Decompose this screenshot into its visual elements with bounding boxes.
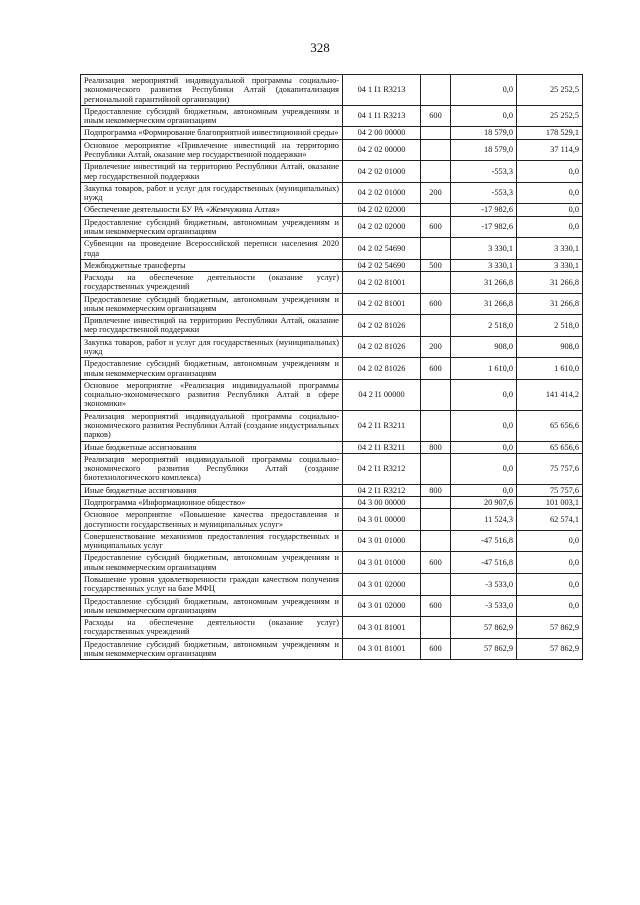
row-name-cell: Предоставление субсидий бюджетным, автономным учреждениям и иным некоммерческим организациям [81,552,343,574]
target-code-cell: 04 2 02 81001 [343,272,421,294]
amount-2020-cell: -553,3 [451,161,517,183]
table-row [81,358,583,380]
amount-2020-cell: -47 516,8 [451,552,517,574]
expense-type-cell [421,204,451,216]
amount-2021-cell: 75 757,6 [517,484,583,496]
expense-type-cell [421,238,451,260]
table-row [81,204,583,216]
amount-2021-cell: 65 656,6 [517,410,583,441]
table-row [81,379,583,410]
amount-2020-cell: 31 266,8 [451,293,517,315]
expense-type-cell: 800 [421,484,451,496]
amount-2020-cell: 3 330,1 [451,259,517,271]
expense-type-cell [421,573,451,595]
target-code-cell: 04 2 I1 R3211 [343,410,421,441]
target-code-cell: 04 1 I1 R3213 [343,75,421,106]
expense-type-cell [421,496,451,508]
amount-2021-cell: 57 862,9 [517,638,583,660]
target-code-cell: 04 2 I1 R3212 [343,453,421,484]
budget-table-body [81,75,583,660]
table-row [81,161,583,183]
table-row [81,105,583,127]
amount-2020-cell: 0,0 [451,75,517,106]
amount-2020-cell: -17 982,6 [451,216,517,238]
amount-2020-cell: 1 610,0 [451,358,517,380]
amount-2020-cell: 0,0 [451,379,517,410]
table-row [81,410,583,441]
expense-type-cell [421,410,451,441]
amount-2021-cell: 178 529,1 [517,127,583,139]
amount-2021-cell: 31 266,8 [517,293,583,315]
row-name-cell: Основное мероприятие «Привлечение инвестиций на территорию Республики Алтай, оказание мер государственной поддержки» [81,139,343,161]
expense-type-cell: 600 [421,595,451,617]
amount-2020-cell: 31 266,8 [451,272,517,294]
expense-type-cell: 600 [421,293,451,315]
row-name-cell: Подпрограмма «Формирование благоприятной инвестиционной среды» [81,127,343,139]
table-row [81,617,583,639]
expense-type-cell [421,509,451,531]
amount-2020-cell: 0,0 [451,453,517,484]
amount-2020-cell: 0,0 [451,484,517,496]
row-name-cell: Основное мероприятие «Повышение качества предоставления и доступности государственных и муниципальных услуг» [81,509,343,531]
target-code-cell: 04 2 02 54690 [343,259,421,271]
row-name-cell: Основное мероприятие «Реализация индивидуальной программы социально-экономического развития Республики Алтай в сфере экономики» [81,379,343,410]
table-row [81,272,583,294]
row-name-cell: Расходы на обеспечение деятельности (оказание услуг) государственных учреждений [81,272,343,294]
target-code-cell: 04 2 02 81026 [343,336,421,358]
amount-2021-cell: 65 656,6 [517,441,583,453]
table-row [81,259,583,271]
target-code-cell: 04 3 01 02000 [343,573,421,595]
table-row [81,238,583,260]
expense-type-cell: 200 [421,336,451,358]
amount-2020-cell: -3 533,0 [451,573,517,595]
amount-2021-cell: 57 862,9 [517,617,583,639]
row-name-cell: Иные бюджетные ассигнования [81,441,343,453]
table-row [81,552,583,574]
amount-2020-cell: 20 907,6 [451,496,517,508]
target-code-cell: 04 2 I1 00000 [343,379,421,410]
table-row [81,573,583,595]
table-row [81,315,583,337]
table-row [81,484,583,496]
amount-2020-cell: 57 862,9 [451,617,517,639]
target-code-cell: 04 2 02 81001 [343,293,421,315]
row-name-cell: Закупка товаров, работ и услуг для государственных (муниципальных) нужд [81,336,343,358]
amount-2020-cell: 18 579,0 [451,127,517,139]
target-code-cell: 04 3 01 00000 [343,509,421,531]
target-code-cell: 04 2 I1 R3212 [343,484,421,496]
row-name-cell: Повышение уровня удовлетворенности граждан качеством получения государственных услуг на базе МФЦ [81,573,343,595]
amount-2021-cell: 3 330,1 [517,238,583,260]
expense-type-cell: 600 [421,552,451,574]
amount-2021-cell: 141 414,2 [517,379,583,410]
target-code-cell: 04 2 02 81026 [343,315,421,337]
amount-2021-cell: 908,0 [517,336,583,358]
row-name-cell: Предоставление субсидий бюджетным, автономным учреждениям и иным некоммерческим организациям [81,216,343,238]
table-row [81,530,583,552]
expense-type-cell [421,161,451,183]
table-row [81,509,583,531]
target-code-cell: 04 3 00 00000 [343,496,421,508]
amount-2020-cell: 0,0 [451,410,517,441]
amount-2021-cell: 0,0 [517,216,583,238]
expense-type-cell: 200 [421,182,451,204]
row-name-cell: Совершенствование механизмов предоставления государственных и муниципальных услуг [81,530,343,552]
amount-2021-cell: 0,0 [517,595,583,617]
target-code-cell: 04 1 I1 R3213 [343,105,421,127]
amount-2021-cell: 0,0 [517,530,583,552]
amount-2020-cell: 0,0 [451,105,517,127]
amount-2020-cell: 18 579,0 [451,139,517,161]
target-code-cell: 04 2 02 01000 [343,161,421,183]
amount-2021-cell: 101 003,1 [517,496,583,508]
amount-2021-cell: 1 610,0 [517,358,583,380]
expense-type-cell [421,139,451,161]
target-code-cell: 04 2 02 02000 [343,204,421,216]
expense-type-cell: 600 [421,216,451,238]
target-code-cell: 04 2 I1 R3211 [343,441,421,453]
row-name-cell: Межбюджетные трансферты [81,259,343,271]
table-row [81,127,583,139]
amount-2021-cell: 25 252,5 [517,105,583,127]
target-code-cell: 04 2 02 00000 [343,139,421,161]
amount-2021-cell: 0,0 [517,204,583,216]
table-row [81,441,583,453]
expense-type-cell [421,453,451,484]
row-name-cell: Закупка товаров, работ и услуг для государственных (муниципальных) нужд [81,182,343,204]
table-row [81,139,583,161]
expense-type-cell: 600 [421,358,451,380]
target-code-cell: 04 2 02 01000 [343,182,421,204]
row-name-cell: Предоставление субсидий бюджетным, автономным учреждениям и иным некоммерческим организациям [81,105,343,127]
row-name-cell: Подпрограмма «Информационное общество» [81,496,343,508]
table-row [81,216,583,238]
row-name-cell: Предоставление субсидий бюджетным, автономным учреждениям и иным некоммерческим организациям [81,638,343,660]
amount-2021-cell: 37 114,9 [517,139,583,161]
amount-2021-cell: 0,0 [517,182,583,204]
amount-2020-cell: -17 982,6 [451,204,517,216]
amount-2020-cell: 57 862,9 [451,638,517,660]
expense-type-cell [421,379,451,410]
table-row [81,75,583,106]
row-name-cell: Реализация мероприятий индивидуальной программы социально-экономического развития Республики Алтай (докапитализация региональной гарантийной организации) [81,75,343,106]
row-name-cell: Предоставление субсидий бюджетным, автономным учреждениям и иным некоммерческим организациям [81,595,343,617]
row-name-cell: Реализация мероприятий индивидуальной программы социально-экономического развития Республики Алтай (создание биотехнологического комплекса) [81,453,343,484]
target-code-cell: 04 3 01 02000 [343,595,421,617]
amount-2021-cell: 0,0 [517,161,583,183]
row-name-cell: Расходы на обеспечение деятельности (оказание услуг) государственных учреждений [81,617,343,639]
expense-type-cell [421,272,451,294]
expense-type-cell [421,617,451,639]
target-code-cell: 04 2 02 02000 [343,216,421,238]
amount-2020-cell: 2 518,0 [451,315,517,337]
target-code-cell: 04 3 01 81001 [343,617,421,639]
target-code-cell: 04 2 02 54690 [343,238,421,260]
row-name-cell: Привлечение инвестиций на территорию Республики Алтай, оказание мер государственной поддержки [81,315,343,337]
row-name-cell: Реализация мероприятий индивидуальной программы социально-экономического развития Республики Алтай (создание индустриальных парков) [81,410,343,441]
amount-2020-cell: -3 533,0 [451,595,517,617]
amount-2020-cell: 11 524,3 [451,509,517,531]
expense-type-cell: 500 [421,259,451,271]
amount-2020-cell: -47 516,8 [451,530,517,552]
target-code-cell: 04 3 01 01000 [343,530,421,552]
amount-2020-cell: 908,0 [451,336,517,358]
expense-type-cell [421,315,451,337]
target-code-cell: 04 3 01 01000 [343,552,421,574]
table-row [81,293,583,315]
table-row [81,638,583,660]
amount-2021-cell: 25 252,5 [517,75,583,106]
budget-table [80,74,583,660]
row-name-cell: Предоставление субсидий бюджетным, автономным учреждениям и иным некоммерческим организациям [81,293,343,315]
amount-2021-cell: 0,0 [517,573,583,595]
expense-type-cell [421,75,451,106]
row-name-cell: Иные бюджетные ассигнования [81,484,343,496]
amount-2020-cell: -553,3 [451,182,517,204]
page-number: 328 [310,40,330,55]
row-name-cell: Привлечение инвестиций на территорию Республики Алтай, оказание мер государственной поддержки [81,161,343,183]
target-code-cell: 04 2 00 00000 [343,127,421,139]
amount-2021-cell: 2 518,0 [517,315,583,337]
table-row [81,182,583,204]
target-code-cell: 04 3 01 81001 [343,638,421,660]
expense-type-cell [421,127,451,139]
table-row [81,336,583,358]
row-name-cell: Обеспечение деятельности БУ РА «Жемчужина Алтая» [81,204,343,216]
expense-type-cell [421,530,451,552]
table-row [81,453,583,484]
amount-2020-cell: 3 330,1 [451,238,517,260]
expense-type-cell: 800 [421,441,451,453]
row-name-cell: Субвенции на проведение Всероссийской переписи населения 2020 года [81,238,343,260]
expense-type-cell: 600 [421,105,451,127]
amount-2021-cell: 0,0 [517,552,583,574]
amount-2021-cell: 31 266,8 [517,272,583,294]
amount-2021-cell: 75 757,6 [517,453,583,484]
target-code-cell: 04 2 02 81026 [343,358,421,380]
amount-2021-cell: 3 330,1 [517,259,583,271]
amount-2021-cell: 62 574,1 [517,509,583,531]
row-name-cell: Предоставление субсидий бюджетным, автономным учреждениям и иным некоммерческим организациям [81,358,343,380]
expense-type-cell: 600 [421,638,451,660]
amount-2020-cell: 0,0 [451,441,517,453]
table-row [81,496,583,508]
table-row [81,595,583,617]
